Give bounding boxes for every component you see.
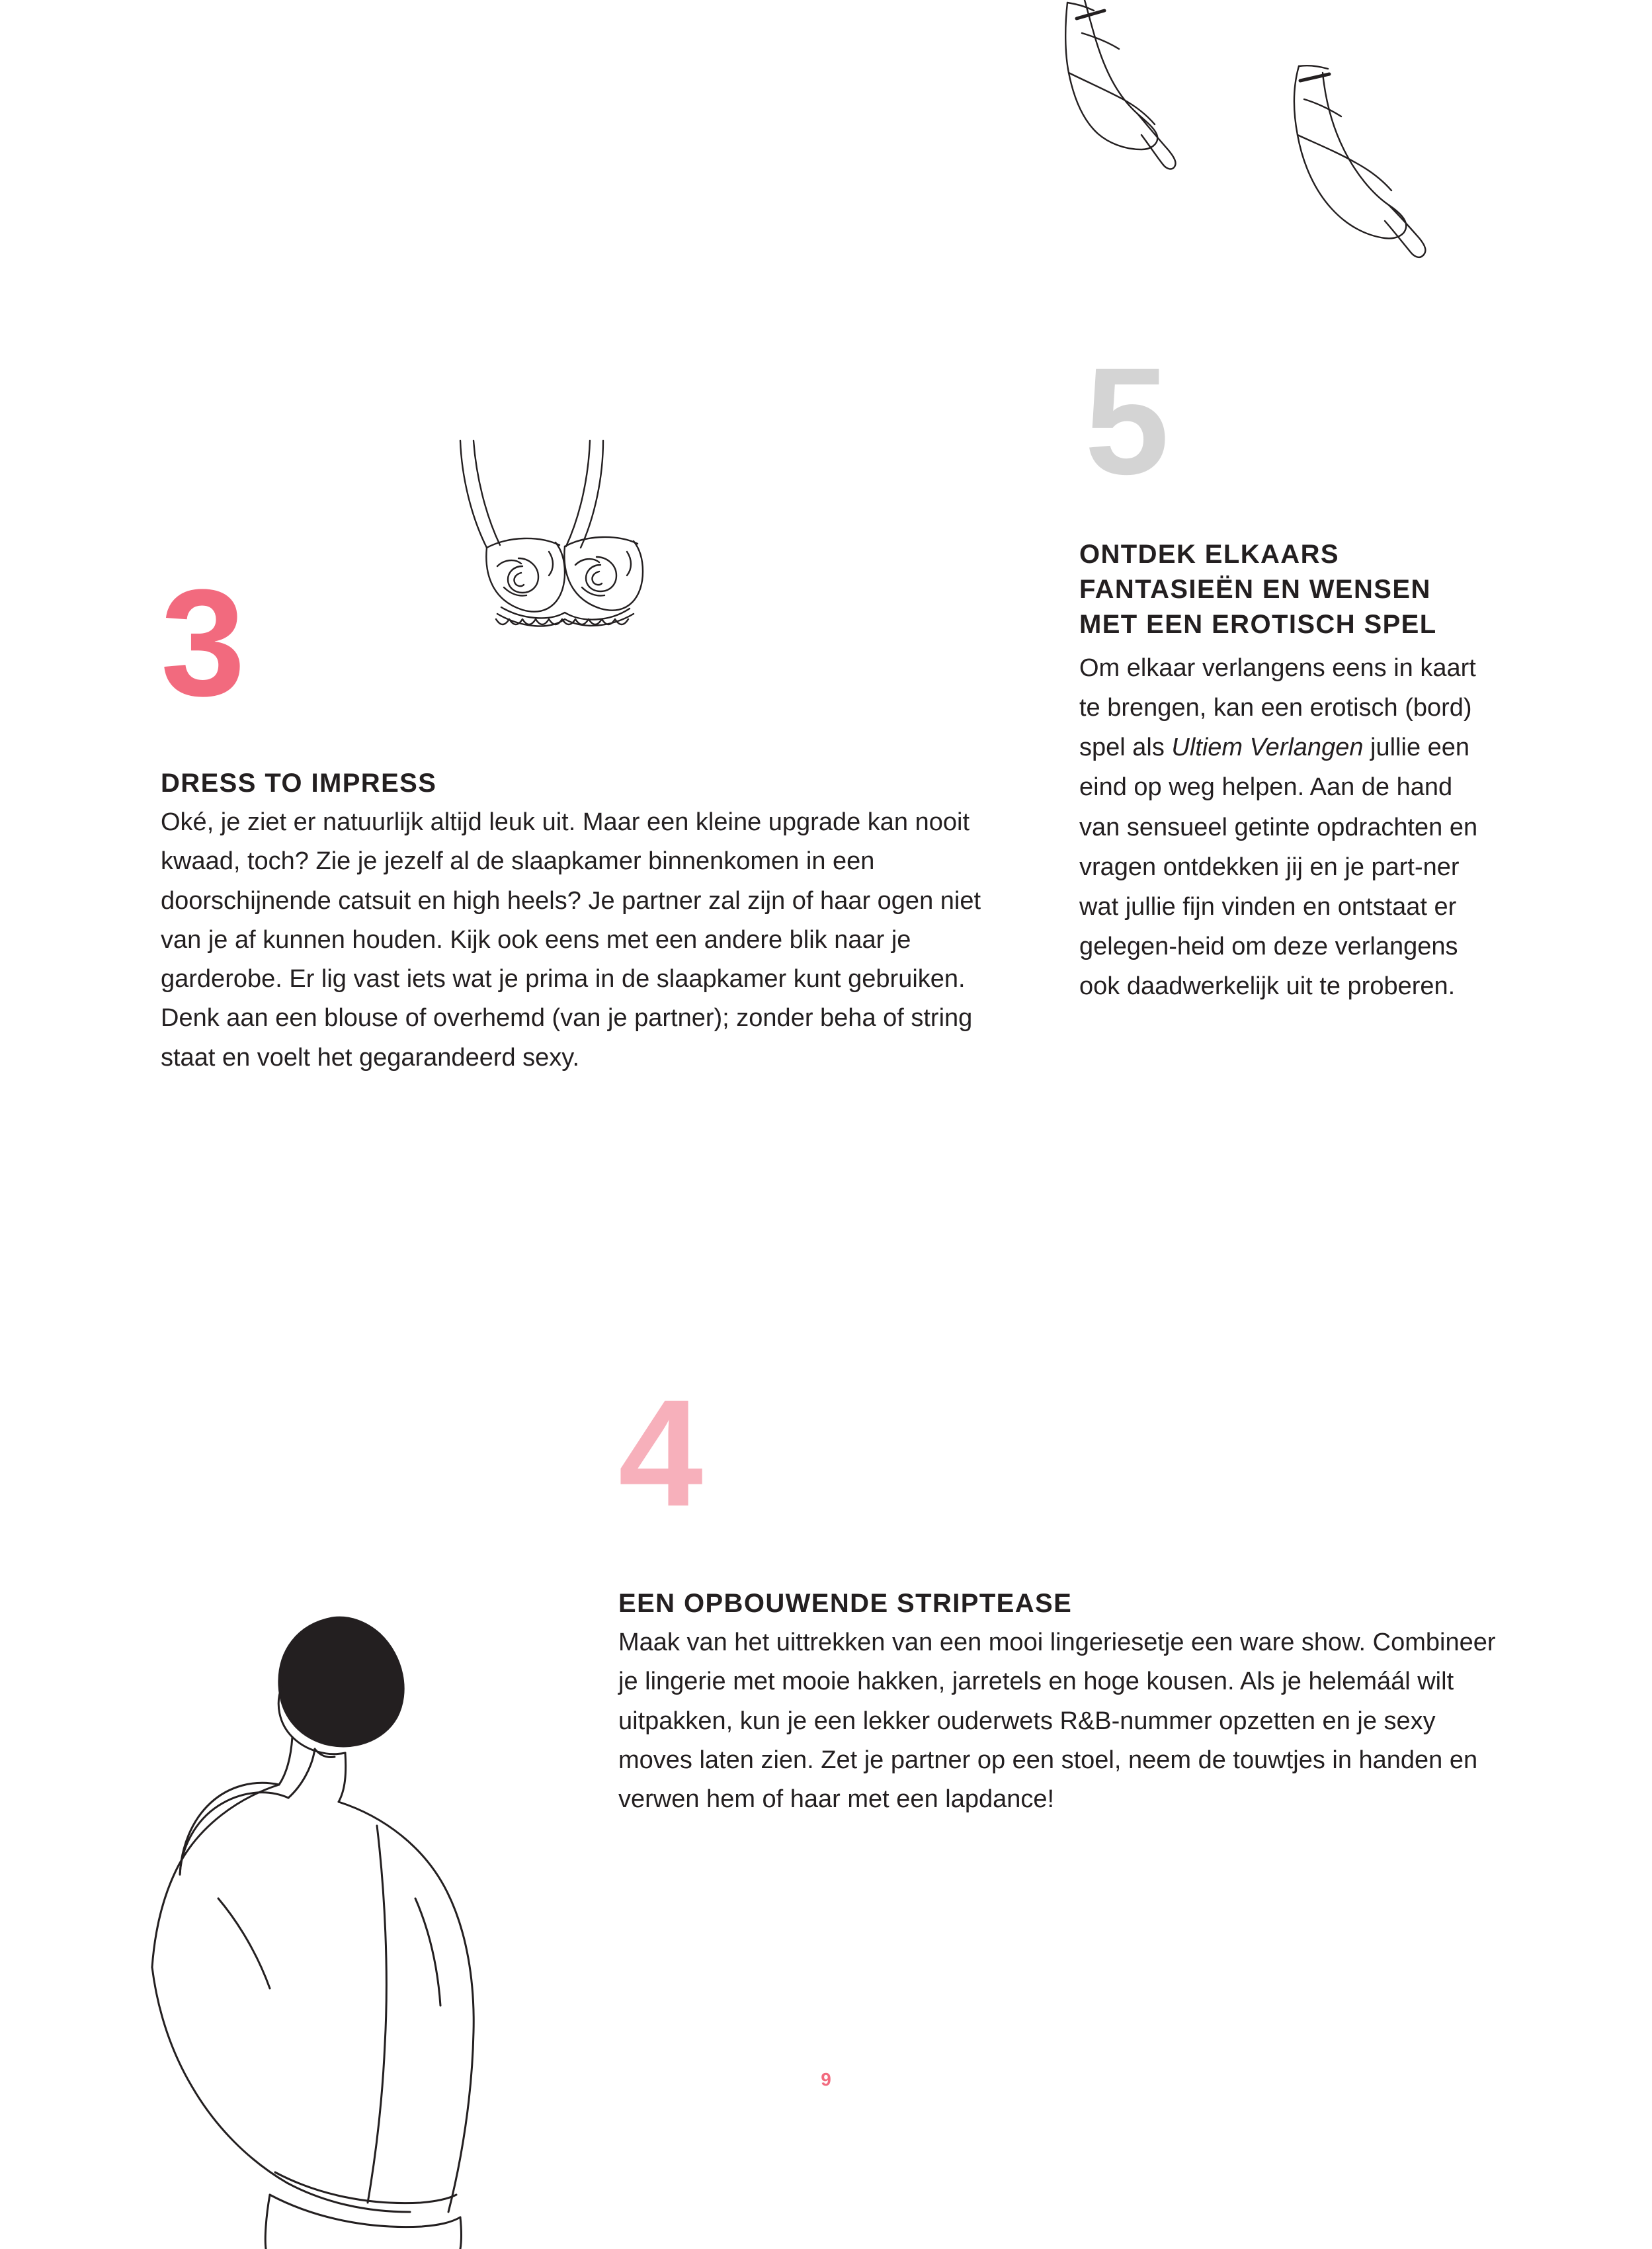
tip-5-body-part1: Om elkaar verlangens eens in kaart te brengen, kan een erotisch (bord) spel als — [1079, 654, 1476, 762]
high-heels-illustration — [1045, 0, 1495, 364]
tip-number-5: 5 — [1085, 336, 1165, 506]
man-back-illustration — [99, 1588, 641, 2249]
tip-block-5 — [1079, 537, 1493, 1006]
tip-5-heading: ONTDEK ELKAARS FANTASIEËN EN WENSEN MET EEN EROTISCH SPEL — [1079, 540, 1437, 639]
tip-number-3: 3 — [161, 558, 241, 728]
tip-4-body: Maak van het uittrekken van een mooi lingeriesetje een ware show. Combineer je lingerie met mooie hakken, jarretels en hoge kousen. Als je helemáál wilt uitpakken, kun je een lekker ouderwets R&B-nummer opzetten en je sexy moves laten zien. Zet je partner op een stoel, neem de touwtjes in handen en verwen hem of haar met een lapdance! — [618, 1629, 1496, 1814]
tip-block-4 — [618, 1588, 1498, 1819]
tip-number-4: 4 — [618, 1368, 699, 1538]
tip-3-heading: DRESS TO IMPRESS — [161, 769, 437, 798]
tip-3-body: Oké, je ziet er natuurlijk altijd leuk uit. Maar een kleine upgrade kan nooit kwaad, toch? Zie je jezelf al de slaapkamer binnenkomen in een doorschijnende catsuit en high heels? Je partner zal zijn of haar ogen niet van je af kunnen houden. Kijk ook eens met een andere blik naar je garderobe. Er lig vast iets wat je prima in de slaapkamer kunt gebruiken. Denk aan een blouse of overhemd (van je partner); zonder beha of string staat en voelt het gegarandeerd sexy. — [161, 808, 981, 1072]
tip-4-heading: EEN OPBOUWENDE STRIPTEASE — [618, 1589, 1073, 1618]
lace-bra-illustration — [423, 437, 701, 701]
tip-block-3 — [161, 767, 1014, 1078]
tip-5-game-title: Ultiem Verlangen — [1171, 734, 1364, 762]
tip-5-body — [1079, 648, 1493, 1005]
tip-5-body-part2: jullie een eind op weg helpen. Aan de hand van sensueel getinte opdrachten en vragen ontdekken jij en je part-ner wat jullie fijn vinden en ontstaat er gelegen-heid om deze verlangens ook daadwerkelijk uit te proberen. — [1079, 734, 1478, 1000]
page-number: 9 — [821, 2069, 831, 2090]
